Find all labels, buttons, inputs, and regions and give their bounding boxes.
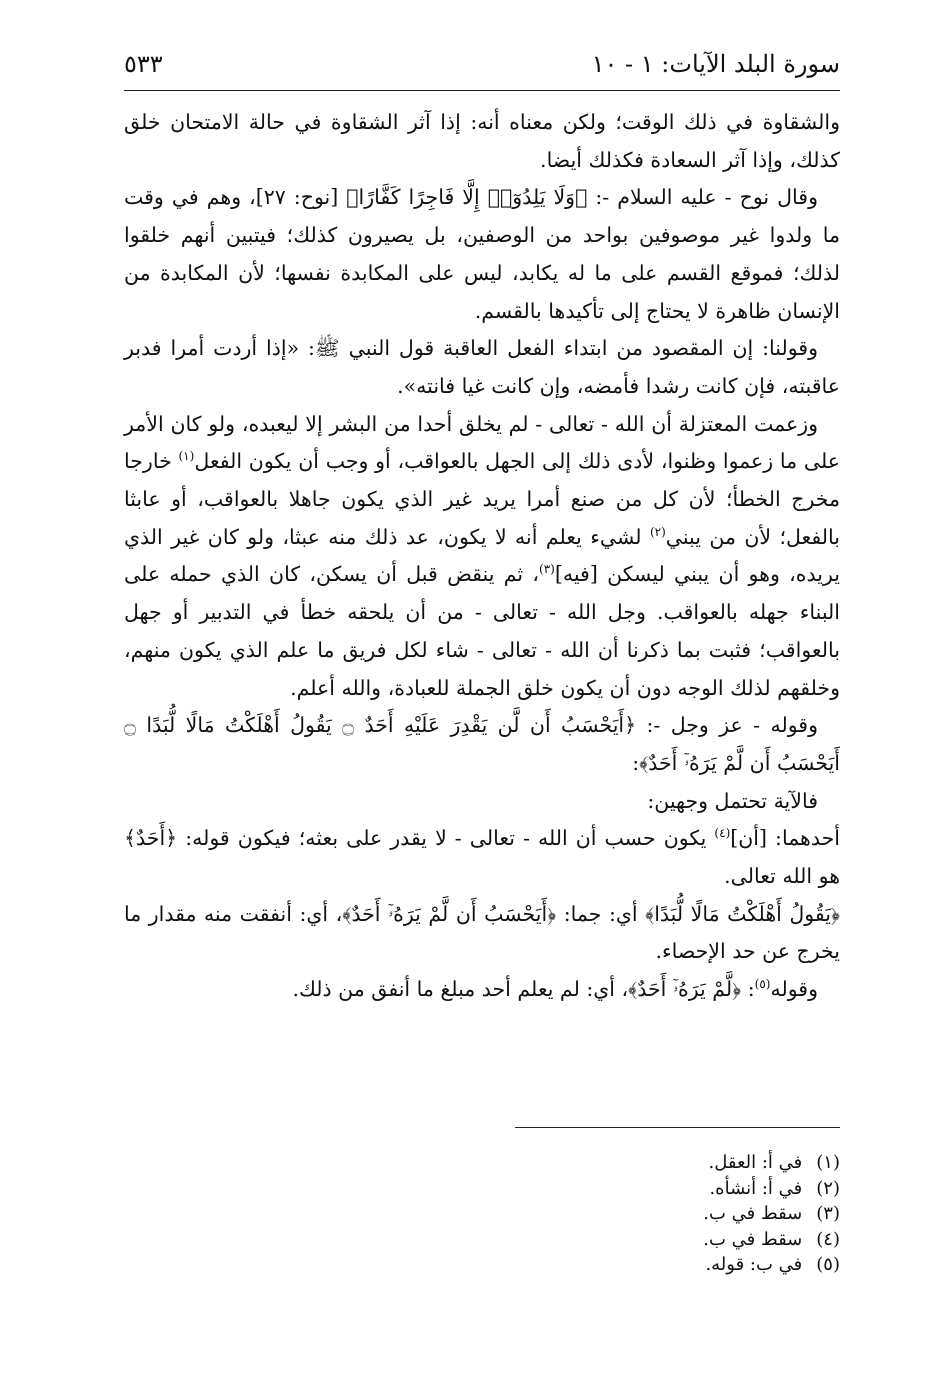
footnote-2 [600, 1176, 840, 1202]
paragraph-6 [124, 783, 840, 821]
footnote-number: (٤) [816, 1228, 840, 1250]
footnotes [600, 1150, 840, 1278]
paragraph-4-text-d: ، ثم ينقض قبل أن يسكن، كان الذي حمله على البناء جهله بالعواقب. وجل الله - تعالى - من أن يلحقه خطأ في التدبير أو جهل بالعواقب؛ فثبت بما ذكرنا أن الله - تعالى - شاء لكل فريق ما علم الذي يكون منهم، وخلقهم لذلك الوجه دون أن يكون خلق الجملة للعبادة، والله أعلم. [124, 562, 840, 700]
header-title: سورة البلد الآيات: ١ - ١٠ [591, 50, 840, 78]
footnote-ref-4[interactable]: (٤) [714, 826, 731, 841]
footnote-text: في أ: أنشأه. [709, 1177, 803, 1199]
paragraph-4 [124, 406, 840, 708]
footnote-1 [600, 1150, 840, 1176]
footnote-4 [600, 1227, 840, 1253]
paragraph-1-text: والشقاوة في ذلك الوقت؛ ولكن معناه أنه: إذا آثر الشقاوة في حالة الامتحان خلق كذلك، وإذا آثر السعادة فكذلك أيضا. [124, 110, 840, 172]
paragraph-5-text: وقوله - عز وجل -: ﴿أَيَحْسَبُ أَن لَّن يَقْدِرَ عَلَيْهِ أَحَدٌ ۝ يَقُولُ أَهْلَكْتُ مَالًا لُّبَدًا ۝ أَيَحْسَبُ أَن لَّمْ يَرَهُۥٓ أَحَدٌ﴾: [124, 713, 840, 775]
paragraph-3 [124, 330, 840, 405]
footnote-ref-5[interactable]: (٥) [754, 977, 771, 992]
paragraph-4-text-a: وزعمت المعتزلة أن الله - تعالى - لم يخلق أحدا من البشر إلا ليعبده، ولو كان الأمر على ما زعموا وظنوا، لأدى ذلك إلى الجهل بالعواقب، أو وجب أن يكون الفعل [124, 411, 840, 474]
footnote-text: سقط في ب. [703, 1203, 803, 1224]
paragraph-5 [124, 707, 840, 782]
paragraph-9-text-a: وقوله [770, 977, 818, 1002]
paragraph-4-text-c: لشيء يعلم أنه لا يكون، عد ذلك منه عبثا، ولو كان غير الذي يريده، وهو أن يبني ليسكن [فيه] [124, 524, 840, 587]
footnote-3 [600, 1201, 840, 1227]
footnote-ref-2[interactable]: (٢) [649, 524, 666, 539]
paragraph-2-text: وقال نوح - عليه السلام -: ﴿وَلَا يَلِدُوٓا۟ إِلَّا فَاجِرًا كَفَّارًا﴾ [نوح: ٢٧]، وهم في وقت ما ولدوا غير موصوفين بواحد من الوصفين، بل يصيرون كذلك؛ فيتبين أنهم خلقوا لذلك؛ فموقع القسم على ما له يكابد، ليس على المكابدة نفسها؛ لأن المكابدة من الإنسان ظاهرة لا يحتاج إلى تأكيدها بالقسم. [124, 185, 840, 323]
paragraph-9-text-b: : ﴿لَّمْ يَرَهُۥٓ أَحَدٌ﴾، أي: لم يعلم أحد مبلغ ما أنفق من ذلك. [292, 977, 755, 1002]
footnote-number: (١) [816, 1152, 840, 1173]
main-text [124, 104, 840, 1009]
paragraph-9 [124, 971, 840, 1009]
page-number: ٥٣٣ [124, 50, 163, 78]
paragraph-6-text: فالآية تحتمل وجهين: [647, 788, 818, 813]
footnote-5 [600, 1252, 840, 1278]
paragraph-8 [124, 896, 840, 971]
footnote-text: في أ: العقل. [708, 1152, 803, 1173]
page-header [124, 46, 840, 91]
paragraph-1 [124, 104, 840, 179]
paragraph-2 [124, 179, 840, 330]
footnote-number: (٢) [816, 1177, 840, 1199]
paragraph-7-text-a: أحدهما: [أن] [730, 826, 840, 851]
footnote-ref-3[interactable]: (٣) [539, 562, 555, 577]
footnote-number: (٥) [816, 1254, 840, 1275]
paragraph-4-text-b: خارجا مخرج الخطأ؛ لأن كل من صنع أمرا يريد غير الذي يكون جاهلا بالعواقب، أو عابثا بالفعل؛ لأن من يبني [124, 449, 840, 549]
paragraph-7-text-b: يكون حسب أن الله - تعالى - لا يقدر على بعثه؛ فيكون قوله: ﴿أَحَدٌ﴾ هو الله تعالى. [124, 826, 840, 889]
footnote-divider [515, 1127, 840, 1128]
paragraph-8-text: ﴿يَقُولُ أَهْلَكْتُ مَالًا لُّبَدًا﴾ أي: جما: ﴿أَيَحْسَبُ أَن لَّمْ يَرَهُۥٓ أَحَدٌ﴾، أي: أنفقت منه مقدار ما يخرج عن حد الإحصاء. [124, 901, 840, 964]
footnote-text: سقط في ب. [703, 1228, 803, 1250]
paragraph-3-text: وقولنا: إن المقصود من ابتداء الفعل العاقبة قول النبي ﷺ: «إذا أردت أمرا فدبر عاقبته، فإن كانت رشدا فأمضه، وإن كانت غيا فانته». [124, 336, 840, 398]
footnote-number: (٣) [816, 1203, 840, 1224]
footnote-text: في ب: قوله. [705, 1254, 803, 1275]
footnote-ref-1[interactable]: (١) [178, 449, 195, 464]
paragraph-7 [124, 820, 840, 895]
